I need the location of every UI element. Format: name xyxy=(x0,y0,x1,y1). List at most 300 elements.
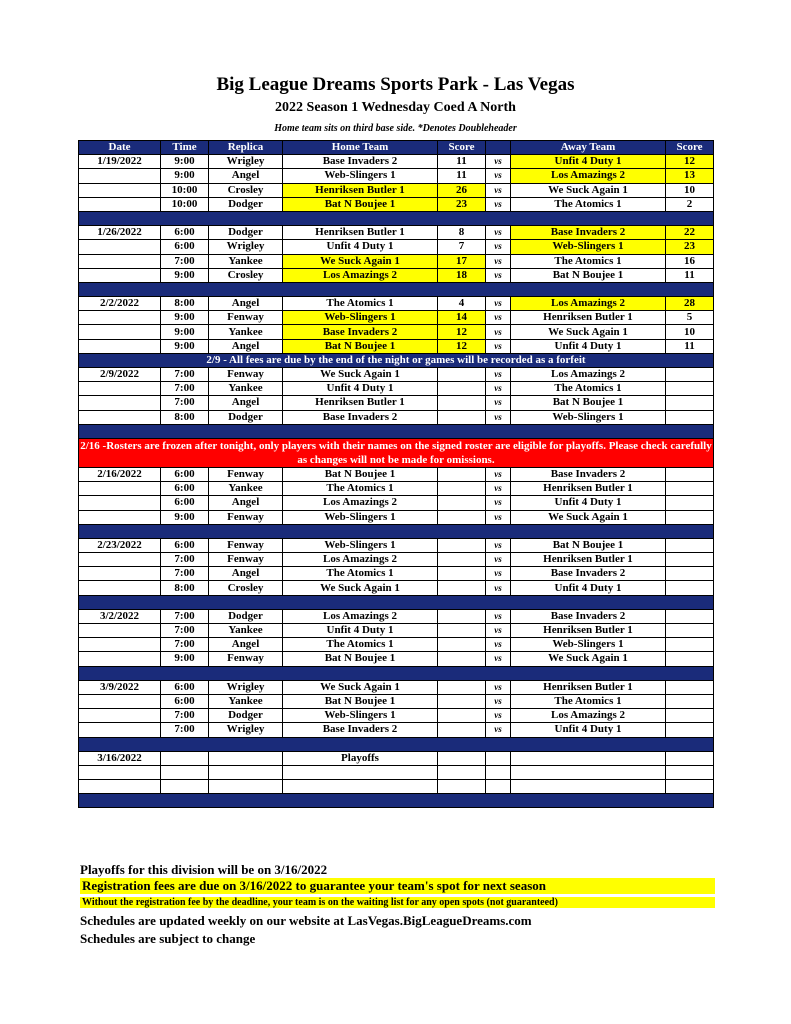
week-separator xyxy=(79,424,714,438)
away-score xyxy=(666,609,714,623)
away-team: Henriksen Butler 1 xyxy=(511,311,666,325)
empty-cell xyxy=(511,780,666,794)
empty-cell xyxy=(486,765,511,779)
table-row xyxy=(79,226,714,240)
separator-bar xyxy=(79,524,714,538)
game-date xyxy=(79,240,161,254)
table-row xyxy=(79,624,714,638)
vs-label: vs xyxy=(486,496,511,510)
home-score: 11 xyxy=(438,155,486,169)
game-date xyxy=(79,410,161,424)
away-team: Bat N Boujee 1 xyxy=(511,268,666,282)
empty-cell xyxy=(209,780,283,794)
home-score: 7 xyxy=(438,240,486,254)
vs-label: vs xyxy=(486,553,511,567)
home-team: Henriksen Butler 1 xyxy=(283,183,438,197)
away-team: Base Invaders 2 xyxy=(511,467,666,481)
away-score xyxy=(666,396,714,410)
home-score xyxy=(438,368,486,382)
home-score xyxy=(438,567,486,581)
game-time: 7:00 xyxy=(161,567,209,581)
roster-notice xyxy=(79,438,714,467)
vs-label: vs xyxy=(486,723,511,737)
vs-label: vs xyxy=(486,510,511,524)
empty-cell xyxy=(666,765,714,779)
game-time: 6:00 xyxy=(161,680,209,694)
away-score xyxy=(666,510,714,524)
week-separator xyxy=(79,282,714,296)
game-time: 8:00 xyxy=(161,581,209,595)
game-date xyxy=(79,510,161,524)
game-field: Dodger xyxy=(209,410,283,424)
home-score xyxy=(438,467,486,481)
game-date xyxy=(79,197,161,211)
home-score xyxy=(438,609,486,623)
vs-label: vs xyxy=(486,155,511,169)
week-separator xyxy=(79,666,714,680)
home-team: We Suck Again 1 xyxy=(283,254,438,268)
vs-label: vs xyxy=(486,226,511,240)
away-team: Web-Slingers 1 xyxy=(511,240,666,254)
home-team: We Suck Again 1 xyxy=(283,581,438,595)
home-score: 11 xyxy=(438,169,486,183)
home-score xyxy=(438,482,486,496)
game-date xyxy=(79,567,161,581)
away-score xyxy=(666,652,714,666)
week-separator xyxy=(79,737,714,751)
game-date xyxy=(79,581,161,595)
game-date xyxy=(79,482,161,496)
col-header-home-team: Home Team xyxy=(283,141,438,155)
game-field: Angel xyxy=(209,496,283,510)
away-team: Base Invaders 2 xyxy=(511,226,666,240)
vs-label: vs xyxy=(486,410,511,424)
game-date xyxy=(79,183,161,197)
away-team: We Suck Again 1 xyxy=(511,325,666,339)
game-date xyxy=(79,254,161,268)
week-separator xyxy=(79,211,714,225)
game-time: 6:00 xyxy=(161,467,209,481)
home-team: Bat N Boujee 1 xyxy=(283,467,438,481)
game-time: 9:00 xyxy=(161,311,209,325)
home-team: Henriksen Butler 1 xyxy=(283,396,438,410)
game-field: Crosley xyxy=(209,581,283,595)
empty-cell xyxy=(283,765,438,779)
game-date xyxy=(79,396,161,410)
game-field: Angel xyxy=(209,297,283,311)
game-field: Crosley xyxy=(209,268,283,282)
table-row xyxy=(79,581,714,595)
away-score: 22 xyxy=(666,226,714,240)
vs-label: vs xyxy=(486,183,511,197)
away-score: 2 xyxy=(666,197,714,211)
empty-row xyxy=(79,765,714,779)
away-score: 11 xyxy=(666,339,714,353)
away-team: Henriksen Butler 1 xyxy=(511,553,666,567)
away-team: Unfit 4 Duty 1 xyxy=(511,155,666,169)
game-date xyxy=(79,339,161,353)
game-field: Yankee xyxy=(209,694,283,708)
away-team: The Atomics 1 xyxy=(511,197,666,211)
home-score: 12 xyxy=(438,325,486,339)
game-time: 7:00 xyxy=(161,396,209,410)
home-team: Henriksen Butler 1 xyxy=(283,226,438,240)
table-row xyxy=(79,553,714,567)
game-time: 7:00 xyxy=(161,382,209,396)
empty-cell xyxy=(79,780,161,794)
game-time: 6:00 xyxy=(161,538,209,552)
table-row xyxy=(79,368,714,382)
away-score: 16 xyxy=(666,254,714,268)
empty-cell xyxy=(438,780,486,794)
vs-label: vs xyxy=(486,638,511,652)
table-row xyxy=(79,240,714,254)
schedule-body xyxy=(79,155,714,808)
table-row xyxy=(79,694,714,708)
home-team: Web-Slingers 1 xyxy=(283,538,438,552)
table-header-row xyxy=(79,141,714,155)
home-score: 14 xyxy=(438,311,486,325)
vs-label: vs xyxy=(486,652,511,666)
game-date xyxy=(79,169,161,183)
game-time: 9:00 xyxy=(161,325,209,339)
empty-row xyxy=(79,780,714,794)
away-score xyxy=(666,553,714,567)
away-score xyxy=(666,496,714,510)
away-score: 10 xyxy=(666,325,714,339)
col-header-time: Time xyxy=(161,141,209,155)
game-field: Wrigley xyxy=(209,723,283,737)
home-team: Los Amazings 2 xyxy=(283,496,438,510)
home-team: The Atomics 1 xyxy=(283,297,438,311)
home-team: Unfit 4 Duty 1 xyxy=(283,240,438,254)
game-date xyxy=(79,496,161,510)
vs-label: vs xyxy=(486,197,511,211)
game-date: 3/2/2022 xyxy=(79,609,161,623)
game-time: 9:00 xyxy=(161,339,209,353)
separator-bar xyxy=(79,424,714,438)
home-score: 12 xyxy=(438,339,486,353)
game-field: Yankee xyxy=(209,482,283,496)
home-score xyxy=(438,510,486,524)
game-date xyxy=(79,652,161,666)
table-row xyxy=(79,311,714,325)
home-score xyxy=(438,638,486,652)
away-score: 13 xyxy=(666,169,714,183)
game-time: 6:00 xyxy=(161,226,209,240)
away-score xyxy=(666,382,714,396)
table-row xyxy=(79,680,714,694)
vs-label: vs xyxy=(486,396,511,410)
away-team: We Suck Again 1 xyxy=(511,510,666,524)
game-field: Yankee xyxy=(209,254,283,268)
away-score xyxy=(666,638,714,652)
separator-bar xyxy=(79,595,714,609)
home-score xyxy=(438,396,486,410)
vs-label: vs xyxy=(486,581,511,595)
vs-label: vs xyxy=(486,268,511,282)
table-row xyxy=(79,396,714,410)
game-field: Angel xyxy=(209,638,283,652)
vs-label: vs xyxy=(486,680,511,694)
game-time: 6:00 xyxy=(161,694,209,708)
away-team: The Atomics 1 xyxy=(511,694,666,708)
home-score: 18 xyxy=(438,268,486,282)
vs-label: vs xyxy=(486,382,511,396)
week-separator xyxy=(79,524,714,538)
home-score: 17 xyxy=(438,254,486,268)
game-time: 10:00 xyxy=(161,197,209,211)
separator-bar xyxy=(79,211,714,225)
home-team: The Atomics 1 xyxy=(283,482,438,496)
empty-cell xyxy=(666,780,714,794)
home-team: Web-Slingers 1 xyxy=(283,510,438,524)
away-team: Unfit 4 Duty 1 xyxy=(511,339,666,353)
empty-cell xyxy=(511,765,666,779)
game-field: Dodger xyxy=(209,709,283,723)
home-score xyxy=(438,581,486,595)
away-score xyxy=(666,680,714,694)
home-team: Los Amazings 2 xyxy=(283,268,438,282)
away-team: Los Amazings 2 xyxy=(511,297,666,311)
game-date xyxy=(79,723,161,737)
home-score: 8 xyxy=(438,226,486,240)
game-field: Fenway xyxy=(209,368,283,382)
home-team: Web-Slingers 1 xyxy=(283,311,438,325)
away-team: Bat N Boujee 1 xyxy=(511,396,666,410)
away-score xyxy=(666,567,714,581)
col-header-home-score: Score xyxy=(438,141,486,155)
vs-label: vs xyxy=(486,297,511,311)
game-date: 2/16/2022 xyxy=(79,467,161,481)
home-team: Base Invaders 2 xyxy=(283,410,438,424)
separator-bar xyxy=(79,737,714,751)
table-row xyxy=(79,538,714,552)
game-date: 1/26/2022 xyxy=(79,226,161,240)
vs-label: vs xyxy=(486,254,511,268)
away-score xyxy=(666,709,714,723)
away-team: We Suck Again 1 xyxy=(511,652,666,666)
game-time: 7:00 xyxy=(161,609,209,623)
game-time: 7:00 xyxy=(161,553,209,567)
home-score: 23 xyxy=(438,197,486,211)
vs-label: vs xyxy=(486,467,511,481)
table-row xyxy=(79,652,714,666)
separator-bar xyxy=(79,666,714,680)
game-field: Angel xyxy=(209,169,283,183)
game-time: 6:00 xyxy=(161,482,209,496)
home-team: Web-Slingers 1 xyxy=(283,169,438,183)
table-row xyxy=(79,183,714,197)
empty-cell xyxy=(161,765,209,779)
empty-cell xyxy=(161,780,209,794)
home-team: The Atomics 1 xyxy=(283,567,438,581)
home-team: Unfit 4 Duty 1 xyxy=(283,382,438,396)
game-time: 6:00 xyxy=(161,240,209,254)
fee-banner xyxy=(79,353,714,367)
game-date xyxy=(79,268,161,282)
home-score xyxy=(438,680,486,694)
empty-cell xyxy=(438,751,486,765)
home-score xyxy=(438,382,486,396)
game-field: Wrigley xyxy=(209,680,283,694)
game-time: 7:00 xyxy=(161,368,209,382)
table-row xyxy=(79,410,714,424)
away-team: Los Amazings 2 xyxy=(511,709,666,723)
home-team: Bat N Boujee 1 xyxy=(283,652,438,666)
table-row xyxy=(79,709,714,723)
away-team: We Suck Again 1 xyxy=(511,183,666,197)
schedule-note: Home team sits on third base side. *Denotes Doubleheader xyxy=(274,123,517,134)
fee-banner-text: 2/9 - All fees are due by the end of the night or games will be recorded as a forfeit xyxy=(79,353,714,367)
footer-website-note: Schedules are updated weekly on our website at LasVegas.BigLeagueDreams.com xyxy=(80,913,532,928)
table-row xyxy=(79,155,714,169)
game-time: 8:00 xyxy=(161,410,209,424)
game-field: Fenway xyxy=(209,553,283,567)
vs-label: vs xyxy=(486,368,511,382)
away-score: 10 xyxy=(666,183,714,197)
home-team: Bat N Boujee 1 xyxy=(283,197,438,211)
away-score xyxy=(666,723,714,737)
empty-cell xyxy=(209,751,283,765)
game-field: Angel xyxy=(209,396,283,410)
game-field: Dodger xyxy=(209,226,283,240)
separator-bar xyxy=(79,282,714,296)
vs-label: vs xyxy=(486,694,511,708)
home-team: We Suck Again 1 xyxy=(283,680,438,694)
table-row xyxy=(79,325,714,339)
away-score xyxy=(666,694,714,708)
away-team: The Atomics 1 xyxy=(511,254,666,268)
empty-cell xyxy=(666,751,714,765)
away-score xyxy=(666,482,714,496)
vs-label: vs xyxy=(486,169,511,183)
game-field: Dodger xyxy=(209,197,283,211)
game-field: Fenway xyxy=(209,311,283,325)
game-date xyxy=(79,553,161,567)
empty-cell xyxy=(161,751,209,765)
home-score xyxy=(438,694,486,708)
empty-cell xyxy=(283,780,438,794)
vs-label: vs xyxy=(486,311,511,325)
game-time: 6:00 xyxy=(161,496,209,510)
vs-label: vs xyxy=(486,709,511,723)
empty-cell xyxy=(438,765,486,779)
vs-label: vs xyxy=(486,482,511,496)
home-team: Bat N Boujee 1 xyxy=(283,694,438,708)
page-title: Big League Dreams Sports Park - Las Vegas xyxy=(216,74,575,95)
table-row xyxy=(79,382,714,396)
table-row xyxy=(79,609,714,623)
footer-waiting-list-note: Without the registration fee by the deadline, your team is on the waiting list for any open spots (not guaranteed) xyxy=(80,897,715,908)
home-team: Los Amazings 2 xyxy=(283,609,438,623)
table-row xyxy=(79,482,714,496)
home-team: The Atomics 1 xyxy=(283,638,438,652)
away-team: Henriksen Butler 1 xyxy=(511,680,666,694)
home-score xyxy=(438,538,486,552)
table-row xyxy=(79,567,714,581)
home-score xyxy=(438,624,486,638)
vs-label: vs xyxy=(486,609,511,623)
away-team: Unfit 4 Duty 1 xyxy=(511,496,666,510)
empty-cell xyxy=(511,751,666,765)
away-score xyxy=(666,624,714,638)
table-row xyxy=(79,268,714,282)
week-separator xyxy=(79,794,714,808)
footer-change-note: Schedules are subject to change xyxy=(80,931,256,946)
game-field: Dodger xyxy=(209,609,283,623)
game-date xyxy=(79,311,161,325)
vs-label: vs xyxy=(486,538,511,552)
table-row xyxy=(79,197,714,211)
empty-cell xyxy=(79,765,161,779)
col-header-away-score: Score xyxy=(666,141,714,155)
table-row xyxy=(79,467,714,481)
playoffs-date: 3/16/2022 xyxy=(79,751,161,765)
game-field: Fenway xyxy=(209,652,283,666)
page-subtitle: 2022 Season 1 Wednesday Coed A North xyxy=(275,100,516,115)
week-separator xyxy=(79,595,714,609)
col-header-replica: Replica xyxy=(209,141,283,155)
game-field: Fenway xyxy=(209,538,283,552)
game-field: Wrigley xyxy=(209,155,283,169)
roster-notice-text: 2/16 -Rosters are frozen after tonight, only players with their names on the signed roster are eligible for playoffs. Please check carefully as changes will not be made for omissions. xyxy=(80,439,712,466)
table-row xyxy=(79,723,714,737)
game-date xyxy=(79,709,161,723)
game-field: Crosley xyxy=(209,183,283,197)
home-score xyxy=(438,410,486,424)
away-team: Unfit 4 Duty 1 xyxy=(511,581,666,595)
game-time: 7:00 xyxy=(161,254,209,268)
vs-label: vs xyxy=(486,567,511,581)
away-team: Base Invaders 2 xyxy=(511,567,666,581)
away-score: 5 xyxy=(666,311,714,325)
separator-bar xyxy=(79,794,714,808)
away-score xyxy=(666,581,714,595)
table-row xyxy=(79,169,714,183)
game-field: Yankee xyxy=(209,624,283,638)
away-team: Web-Slingers 1 xyxy=(511,638,666,652)
game-field: Angel xyxy=(209,567,283,581)
game-date: 2/9/2022 xyxy=(79,368,161,382)
game-date xyxy=(79,694,161,708)
game-time: 9:00 xyxy=(161,169,209,183)
home-team: We Suck Again 1 xyxy=(283,368,438,382)
away-team: The Atomics 1 xyxy=(511,382,666,396)
game-time: 9:00 xyxy=(161,268,209,282)
game-time: 8:00 xyxy=(161,297,209,311)
away-team: Bat N Boujee 1 xyxy=(511,538,666,552)
playoffs-label: Playoffs xyxy=(283,751,438,765)
game-time: 10:00 xyxy=(161,183,209,197)
game-time: 7:00 xyxy=(161,638,209,652)
empty-cell xyxy=(209,765,283,779)
col-header-date: Date xyxy=(79,141,161,155)
table-row xyxy=(79,638,714,652)
home-team: Base Invaders 2 xyxy=(283,325,438,339)
home-team: Unfit 4 Duty 1 xyxy=(283,624,438,638)
empty-cell xyxy=(486,751,511,765)
playoffs-row xyxy=(79,751,714,765)
vs-label: vs xyxy=(486,240,511,254)
away-team: Henriksen Butler 1 xyxy=(511,624,666,638)
table-row xyxy=(79,297,714,311)
game-date: 1/19/2022 xyxy=(79,155,161,169)
game-field: Fenway xyxy=(209,510,283,524)
vs-label: vs xyxy=(486,624,511,638)
away-team: Unfit 4 Duty 1 xyxy=(511,723,666,737)
vs-label: vs xyxy=(486,339,511,353)
